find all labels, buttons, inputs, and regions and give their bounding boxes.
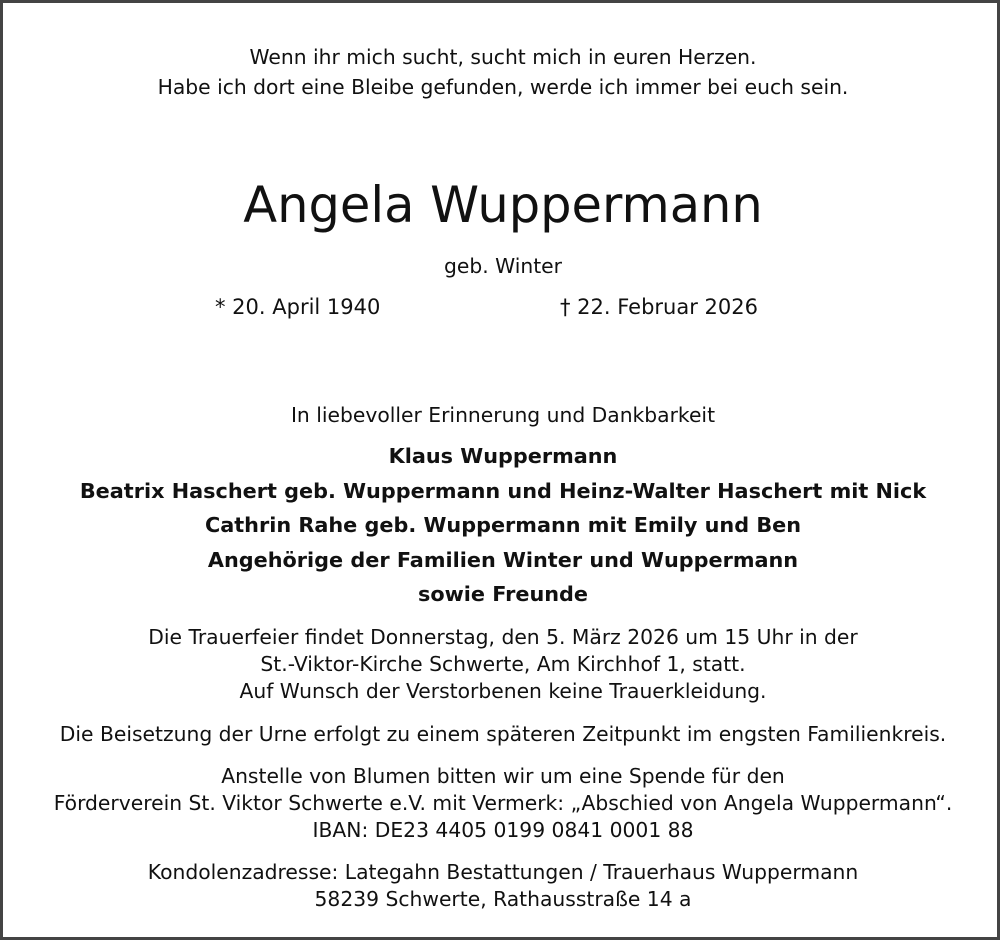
- ceremony-line-1: Die Trauerfeier findet Donnerstag, den 5. März 2026 um 15 Uhr in der: [148, 625, 858, 649]
- ceremony-line-2: St.-Viktor-Kirche Schwerte, Am Kirchhof 1, statt.: [260, 652, 746, 676]
- mourner-line-2: Beatrix Haschert geb. Wuppermann und Heinz-Walter Haschert mit Nick: [79, 479, 927, 503]
- death-date: † 22. Februar 2026: [560, 295, 758, 319]
- donation-line-2: Förderverein St. Viktor Schwerte e.V. mit Vermerk: „Abschied von Angela Wuppermann“.: [53, 791, 953, 815]
- deceased-name: Angela Wuppermann: [243, 176, 763, 234]
- motto-line-2: Habe ich dort eine Bleibe gefunden, werde ich immer bei euch sein.: [157, 75, 849, 99]
- iban-line: IBAN: DE23 4405 0199 0841 0001 88: [312, 818, 694, 842]
- remembrance-line: In liebevoller Erinnerung und Dankbarkeit: [290, 403, 716, 427]
- mourner-line-1: Klaus Wuppermann: [388, 444, 618, 468]
- ceremony-line-3: Auf Wunsch der Verstorbenen keine Trauerkleidung.: [239, 679, 767, 703]
- condolence-line-1: Kondolenzadresse: Lategahn Bestattungen / Trauerhaus Wuppermann: [147, 860, 859, 884]
- motto-line-1: Wenn ihr mich sucht, sucht mich in euren Herzen.: [249, 45, 757, 69]
- burial-line: Die Beisetzung der Urne erfolgt zu einem späteren Zeitpunkt im engsten Familienkreis.: [59, 722, 947, 746]
- mourner-line-5: sowie Freunde: [417, 582, 589, 606]
- donation-line-1: Anstelle von Blumen bitten wir um eine Spende für den: [221, 764, 785, 788]
- mourner-line-4: Angehörige der Familien Winter und Wuppermann: [207, 548, 799, 572]
- mourner-line-3: Cathrin Rahe geb. Wuppermann mit Emily und Ben: [204, 513, 802, 537]
- birth-date: * 20. April 1940: [215, 295, 381, 319]
- birth-name: geb. Winter: [444, 254, 562, 278]
- condolence-line-2: 58239 Schwerte, Rathausstraße 14 a: [314, 887, 692, 911]
